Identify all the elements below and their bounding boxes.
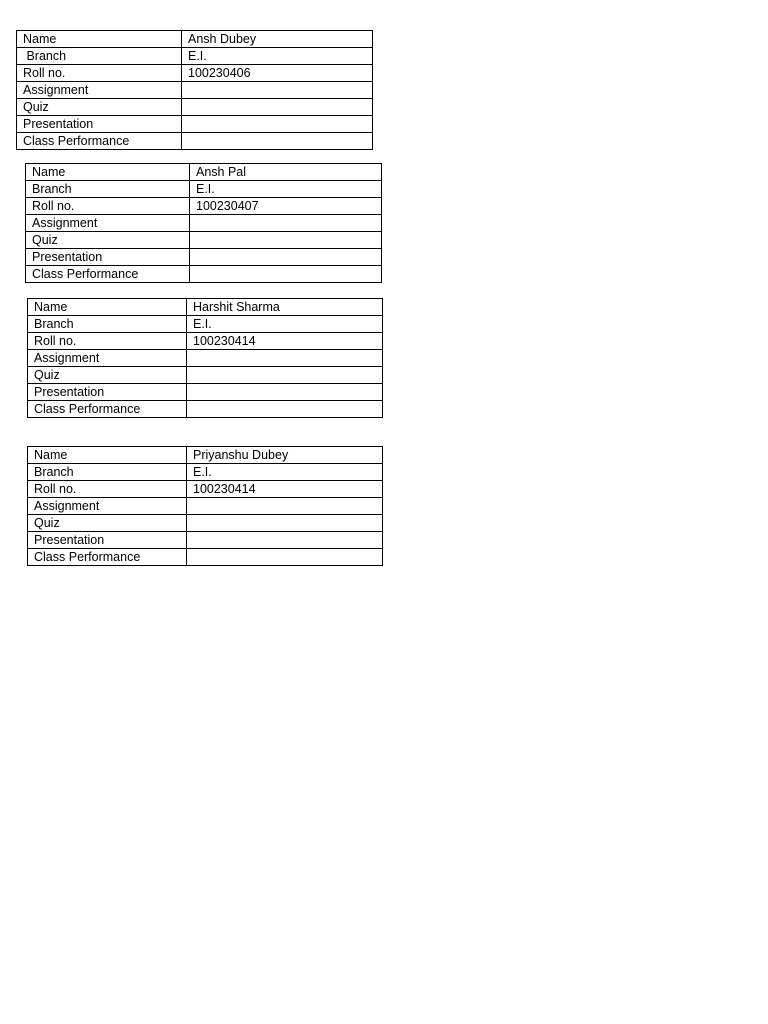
- presentation-label: Presentation: [28, 532, 187, 549]
- name-value[interactable]: Harshit Sharma: [187, 299, 383, 316]
- class-performance-label: Class Performance: [28, 549, 187, 566]
- table-row: [28, 401, 383, 418]
- quiz-label: Quiz: [17, 99, 182, 116]
- branch-label: Branch: [26, 181, 190, 198]
- roll-label: Roll no.: [17, 65, 182, 82]
- branch-label: Branch: [28, 316, 187, 333]
- presentation-value[interactable]: [182, 116, 373, 133]
- branch-value[interactable]: E.I.: [182, 48, 373, 65]
- table-row: [26, 215, 382, 232]
- name-label: Name: [28, 299, 187, 316]
- presentation-value[interactable]: [187, 532, 383, 549]
- class-performance-value[interactable]: [190, 266, 382, 283]
- table-row: [17, 133, 373, 150]
- table-row: [28, 316, 383, 333]
- presentation-label: Presentation: [17, 116, 182, 133]
- table-row: [26, 181, 382, 198]
- branch-label: Branch: [28, 464, 187, 481]
- table-row: [28, 498, 383, 515]
- class-performance-value[interactable]: [182, 133, 373, 150]
- name-value[interactable]: Ansh Pal: [190, 164, 382, 181]
- table-row: [17, 65, 373, 82]
- table-row: [28, 299, 383, 316]
- branch-label: Branch: [17, 48, 182, 65]
- table-row: [26, 198, 382, 215]
- presentation-label: Presentation: [26, 249, 190, 266]
- quiz-value[interactable]: [182, 99, 373, 116]
- presentation-label: Presentation: [28, 384, 187, 401]
- quiz-value[interactable]: [190, 232, 382, 249]
- assignment-value[interactable]: [190, 215, 382, 232]
- roll-value[interactable]: 100230414: [187, 481, 383, 498]
- student-record-table: [25, 163, 382, 283]
- table-row: [17, 116, 373, 133]
- roll-value[interactable]: 100230407: [190, 198, 382, 215]
- class-performance-value[interactable]: [187, 549, 383, 566]
- name-label: Name: [26, 164, 190, 181]
- name-value[interactable]: Priyanshu Dubey: [187, 447, 383, 464]
- table-row: [26, 249, 382, 266]
- table-row: [26, 266, 382, 283]
- table-row: [28, 384, 383, 401]
- table-row: [17, 82, 373, 99]
- class-performance-label: Class Performance: [26, 266, 190, 283]
- table-row: [28, 367, 383, 384]
- roll-value[interactable]: 100230414: [187, 333, 383, 350]
- quiz-value[interactable]: [187, 515, 383, 532]
- class-performance-label: Class Performance: [17, 133, 182, 150]
- branch-value[interactable]: E.I.: [190, 181, 382, 198]
- table-row: [17, 31, 373, 48]
- quiz-label: Quiz: [28, 515, 187, 532]
- table-row: [28, 333, 383, 350]
- name-value[interactable]: Ansh Dubey: [182, 31, 373, 48]
- quiz-label: Quiz: [28, 367, 187, 384]
- name-label: Name: [17, 31, 182, 48]
- roll-label: Roll no.: [28, 481, 187, 498]
- table-row: [26, 232, 382, 249]
- roll-label: Roll no.: [28, 333, 187, 350]
- table-row: [28, 447, 383, 464]
- student-record-table: [16, 30, 373, 150]
- student-record-table: [27, 446, 383, 566]
- class-performance-label: Class Performance: [28, 401, 187, 418]
- roll-label: Roll no.: [26, 198, 190, 215]
- assignment-label: Assignment: [17, 82, 182, 99]
- table-row: [26, 164, 382, 181]
- student-record-table: [27, 298, 383, 418]
- table-row: [17, 48, 373, 65]
- table-row: [28, 532, 383, 549]
- table-row: [28, 481, 383, 498]
- presentation-value[interactable]: [190, 249, 382, 266]
- table-row: [17, 99, 373, 116]
- assignment-value[interactable]: [182, 82, 373, 99]
- branch-value[interactable]: E.I.: [187, 464, 383, 481]
- table-row: [28, 350, 383, 367]
- table-row: [28, 464, 383, 481]
- assignment-value[interactable]: [187, 350, 383, 367]
- table-row: [28, 515, 383, 532]
- assignment-label: Assignment: [28, 498, 187, 515]
- class-performance-value[interactable]: [187, 401, 383, 418]
- table-row: [28, 549, 383, 566]
- assignment-label: Assignment: [26, 215, 190, 232]
- quiz-label: Quiz: [26, 232, 190, 249]
- roll-value[interactable]: 100230406: [182, 65, 373, 82]
- quiz-value[interactable]: [187, 367, 383, 384]
- branch-value[interactable]: E.I.: [187, 316, 383, 333]
- name-label: Name: [28, 447, 187, 464]
- assignment-label: Assignment: [28, 350, 187, 367]
- presentation-value[interactable]: [187, 384, 383, 401]
- assignment-value[interactable]: [187, 498, 383, 515]
